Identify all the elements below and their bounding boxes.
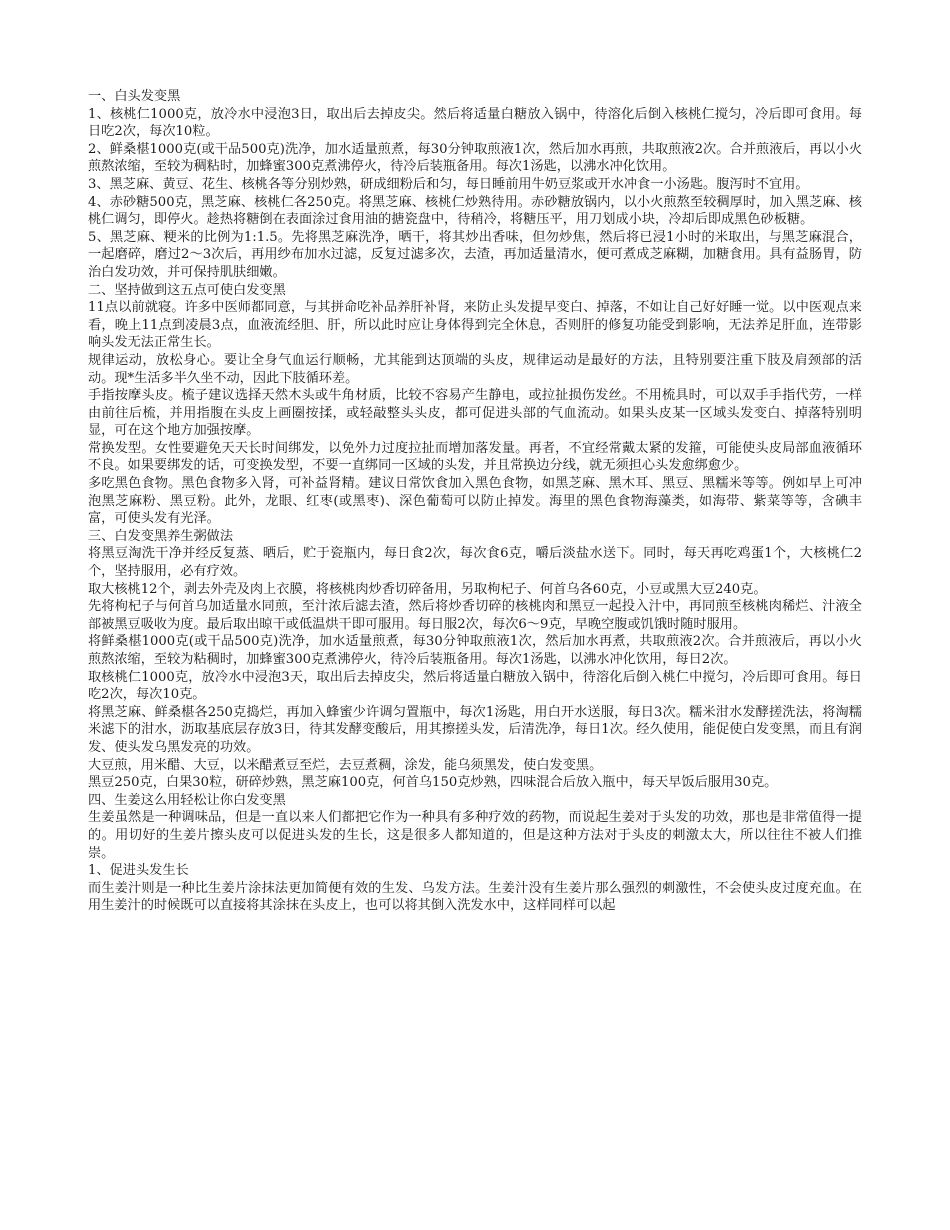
paragraph: 取大核桃12个，剥去外壳及肉上衣膜，将核桃肉炒香切碎备用，另取枸杞子、何首乌各60克，小豆或黑大豆240克。	[88, 581, 767, 597]
paragraph: 生姜虽然是一种调味品，但是一直以来人们都把它作为一种具有多种疗效的药物，而说起生姜对于头发的功效，那也是非常值得一提的。用切好的生姜片擦头皮可以促进头发的生长，这是很多人都知道的，但是这种方法对于头皮的刺激太大，所以往往不被人们推崇。	[88, 810, 862, 861]
document-body	[88, 88, 862, 915]
paragraph: 将黑芝麻、鲜桑椹各250克捣烂，再加入蜂蜜少许调匀置瓶中，每次1汤匙，用白开水送服，每日3次。糯米泔水发酵搓洗法，将淘糯米滤下的泔水，沥取基底层存放3日，待其发酵变酸后，用其擦搓头发，后清洗净，每日1次。经久使用，能促使白发变黑，而且有润发、使头发乌黑发亮的功效。	[88, 704, 862, 755]
paragraph: 5、黑芝麻、粳米的比例为1:1.5。先将黑芝麻洗净，晒干，将其炒出香味，但勿炒焦，然后将已浸1小时的米取出，与黑芝麻混合，一起磨碎，磨过2～3次后，再用纱布加水过滤，反复过滤多次，去渣，再加适量清水，便可煮成芝麻糊，加糖食用。具有益肠胃，防治白发功效，并可保持肌肤细嫩。	[88, 229, 862, 280]
paragraph: 2、鲜桑椹1000克(或干品500克)洗净，加水适量煎煮，每30分钟取煎液1次，然后加水再煎，共取煎液2次。合并煎液后，再以小火煎熬浓缩，至较为稠粘时，加蜂蜜300克煮沸停火，待冷后装瓶备用。每次1汤匙，以沸水冲化饮用。	[88, 141, 862, 175]
paragraph: 11点以前就寝。许多中医师都同意，与其拼命吃补品养肝补肾，来防止头发提早变白、掉落，不如让自己好好睡一觉。以中医观点来看，晚上11点到凌晨3点，血液流经胆、肝，所以此时应让身体得到完全休息，否则肝的修复功能受到影响，无法养足肝血，连带影响头发无法正常生长。	[88, 300, 862, 351]
paragraph: 将黑豆淘洗干净并经反复蒸、晒后，贮于瓷瓶内，每日食2次，每次食6克，嚼后淡盐水送下。同时，每天再吃鸡蛋1个，大核桃仁2个，坚持服用，必有疗效。	[88, 546, 862, 580]
paragraph: 手指按摩头皮。梳子建议选择天然木头或牛角材质，比较不容易产生静电，或拉扯损伤发丝。不用梳具时，可以双手手指代劳，一样由前往后梳，并用指腹在头皮上画圈按揉，或轻敲整头头皮，都可促进头部的气血流动。如果头皮某一区域头发变白、掉落特别明显，可在这个地方加强按摩。	[88, 388, 862, 439]
section-heading: 四、生姜这么用轻松让你白发变黑	[88, 792, 286, 808]
paragraph: 而生姜汁则是一种比生姜片涂抹法更加简便有效的生发、乌发方法。生姜汁没有生姜片那么强烈的刺激性，不会使头皮过度充血。在用生姜汁的时候既可以直接将其涂抹在头皮上，也可以将其倒入洗发水中，这样同样可以起	[88, 880, 862, 914]
paragraph: 将鲜桑椹1000克(或干品500克)洗净，加水适量煎煮，每30分钟取煎液1次，然后加水再煮，共取煎液2次。合并煎液后，再以小火煎熬浓缩，至较为粘稠时，加蜂蜜300克煮沸停火，待冷后装瓶备用。每次1汤匙，以沸水冲化饮用，每日2次。	[88, 634, 862, 667]
paragraph: 大豆煎，用米醋、大豆，以米醋煮豆至烂，去豆煮稠，涂发，能乌须黑发，使白发变黑。	[88, 757, 603, 773]
paragraph: 规律运动，放松身心。要让全身气血运行顺畅，尤其能到达顶端的头皮，规律运动是最好的方法，且特别要注重下肢及肩颈部的活动。现*生活多半久坐不动，因此下肢循环差。	[88, 352, 862, 386]
section-heading: 二、坚持做到这五点可使白发变黑	[88, 282, 286, 298]
section-heading: 三、白发变黑养生粥做法	[88, 528, 234, 544]
paragraph: 常换发型。女性要避免天天长时间绑发，以免外力过度拉扯而增加落发量。再者，不宜经常戴太紧的发箍，可能使头皮局部血液循环不良。如果要绑发的话，可变换发型，不要一直绑同一区域的头发，并且常换边分线，就无须担心头发愈绑愈少。	[88, 440, 862, 474]
paragraph: 先将枸杞子与何首乌加适量水同煎，至汁浓后滤去渣，然后将炒香切碎的核桃肉和黑豆一起投入汁中，再同煎至核桃肉稀烂、汁液全部被黑豆吸收为度。最后取出晾干或低温烘干即可服用。每日服2次，每次6～9克，早晚空腹或饥饿时随时服用。	[88, 599, 862, 632]
paragraph: 黑豆250克，白果30粒，研碎炒熟，黑芝麻100克，何首乌150克炒熟，四味混合后放入瓶中，每天早饭后服用30克。	[88, 775, 778, 791]
section-heading: 1、促进头发生长	[88, 863, 189, 879]
paragraph: 1、核桃仁1000克，放冷水中浸泡3日，取出后去掉皮尖。然后将适量白糖放入锅中，待溶化后倒入核桃仁搅匀，冷后即可食用。每日吃2次，每次10粒。	[88, 106, 862, 140]
section-heading: 一、白头发变黑	[88, 89, 181, 104]
paragraph: 多吃黑色食物。黑色食物多入肾，可补益肾精。建议日常饮食加入黑色食物，如黑芝麻、黑木耳、黑豆、黑糯米等等。例如早上可冲泡黑芝麻粉、黑豆粉。此外，龙眼、红枣(或黑枣)、深色葡萄可以防止掉发。海里的黑色食物海藻类，如海带、紫菜等等，含碘丰富，可使头发有光泽。	[88, 476, 862, 527]
paragraph: 取核桃仁1000克，放冷水中浸泡3天，取出后去掉皮尖，然后将适量白糖放入锅中，待溶化后倒入桃仁中搅匀，冷后即可食用。每日吃2次，每次10克。	[88, 669, 862, 703]
paragraph: 4、赤砂糖500克，黑芝麻、核桃仁各250克。将黑芝麻、核桃仁炒熟待用。赤砂糖放锅内，以小火煎熬至较稠厚时，加入黑芝麻、核桃仁调匀，即停火。趁热将糖倒在表面涂过食用油的搪瓷盘中，待稍冷，将糖压平，用刀划成小块，冷却后即成黑色砂板糖。	[88, 194, 862, 228]
paragraph: 3、黑芝麻、黄豆、花生、核桃各等分别炒熟，研成细粉后和匀，每日睡前用牛奶豆浆或开水冲食一小汤匙。腹泻时不宜用。	[88, 176, 809, 192]
